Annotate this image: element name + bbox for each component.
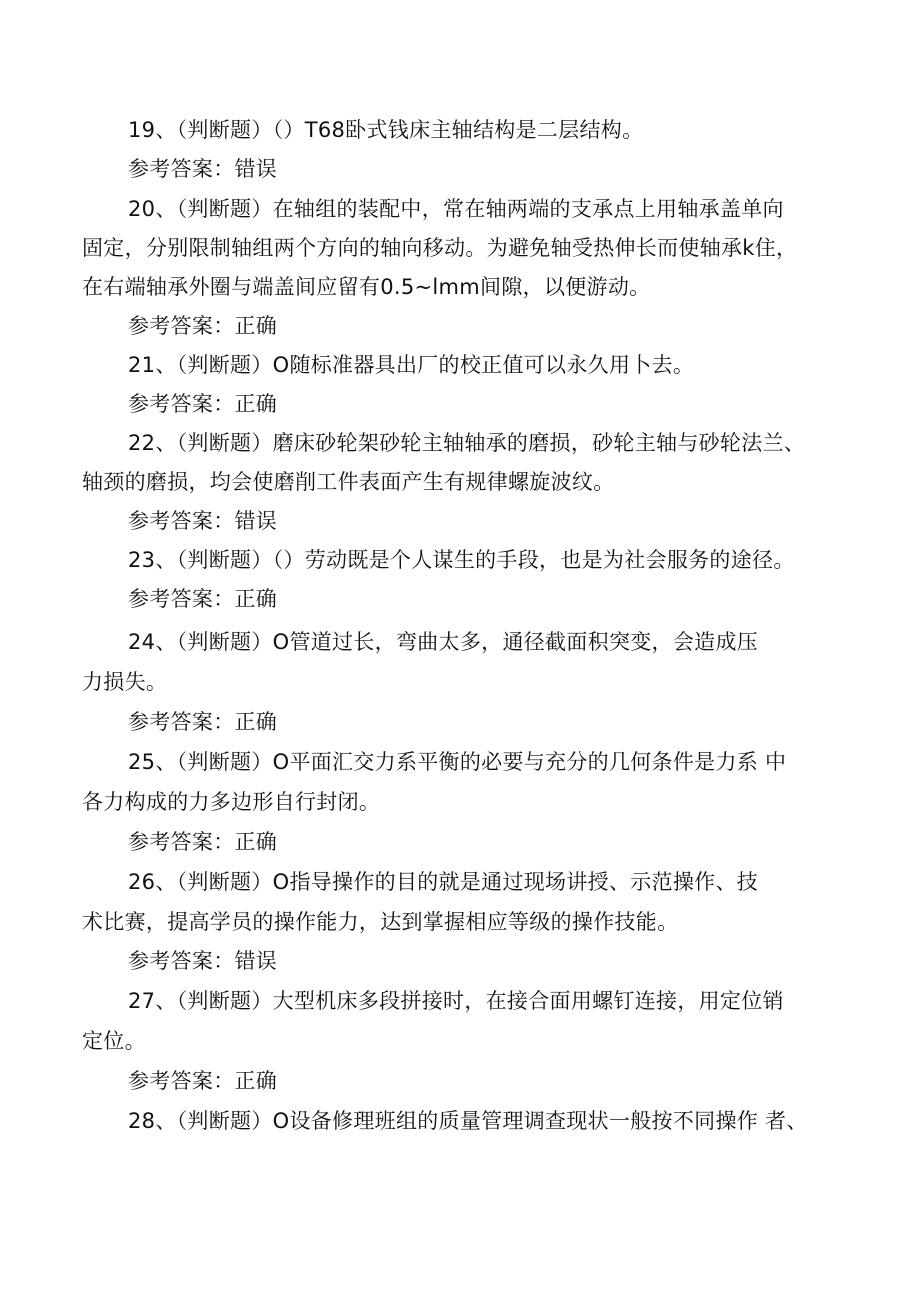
question-25-text: 25、（判断题）O平面汇交力系平衡的必要与充分的几何条件是力系 中 <box>128 750 787 774</box>
question-24-text-line2: 力损失。 <box>82 670 168 694</box>
question-24-text: 24、（判断题）O管道过长，弯曲太多，通径截面积突变，会造成压 <box>128 630 759 654</box>
question-27-text: 27、（判断题）大型机床多段拼接时，在接合面用螺钉连接，用定位销 <box>128 989 784 1013</box>
question-28-text: 28、（判断题）O设备修理班组的质量管理调查现状一般按不同操作 者、 <box>128 1109 808 1133</box>
answer-19: 参考答案：错误 <box>128 157 278 181</box>
question-26-text: 26、（判断题）O指导操作的目的就是通过现场讲授、示范操作、技 <box>128 870 759 894</box>
question-27-text-line2: 定位。 <box>82 1029 146 1053</box>
question-22-text: 22、（判断题）磨床砂轮架砂轮主轴轴承的磨损，砂轮主轴与砂轮法兰、 <box>128 431 806 455</box>
answer-25: 参考答案：正确 <box>128 830 278 854</box>
answer-23: 参考答案：正确 <box>128 587 278 611</box>
question-20-text-line2: 固定，分别限制轴组两个方向的轴向移动。为避免轴受热伸长而使轴承k住， <box>82 236 798 260</box>
answer-21: 参考答案：正确 <box>128 392 278 416</box>
question-22-text-line2: 轴颈的磨损，均会使磨削工件表面产生有规律螺旋波纹。 <box>82 470 615 494</box>
answer-20: 参考答案：正确 <box>128 314 278 338</box>
question-25-text-line2: 各力构成的力多边形自行封闭。 <box>82 790 381 814</box>
question-20-text: 20、（判断题）在轴组的装配中，常在轴两端的支承点上用轴承盖单向 <box>128 197 784 221</box>
answer-27: 参考答案：正确 <box>128 1069 278 1093</box>
answer-26: 参考答案：错误 <box>128 949 278 973</box>
question-21-text: 21、（判断题）O随标准器具出厂的校正值可以永久用卜去。 <box>128 353 695 377</box>
question-26-text-line2: 术比赛，提高学员的操作能力，达到掌握相应等级的操作技能。 <box>82 910 679 934</box>
answer-24: 参考答案：正确 <box>128 710 278 734</box>
question-20-text-line3: 在右端轴承外圈与端盖间应留有0.5~lmm间隙，以便游动。 <box>82 275 651 299</box>
question-19-text: 19、（判断题）（）T68卧式钱床主轴结构是二层结构。 <box>128 118 644 142</box>
answer-22: 参考答案：错误 <box>128 509 278 533</box>
question-23-text: 23、（判断题）（）劳动既是个人谋生的手段，也是为社会服务的途径。 <box>128 548 795 572</box>
